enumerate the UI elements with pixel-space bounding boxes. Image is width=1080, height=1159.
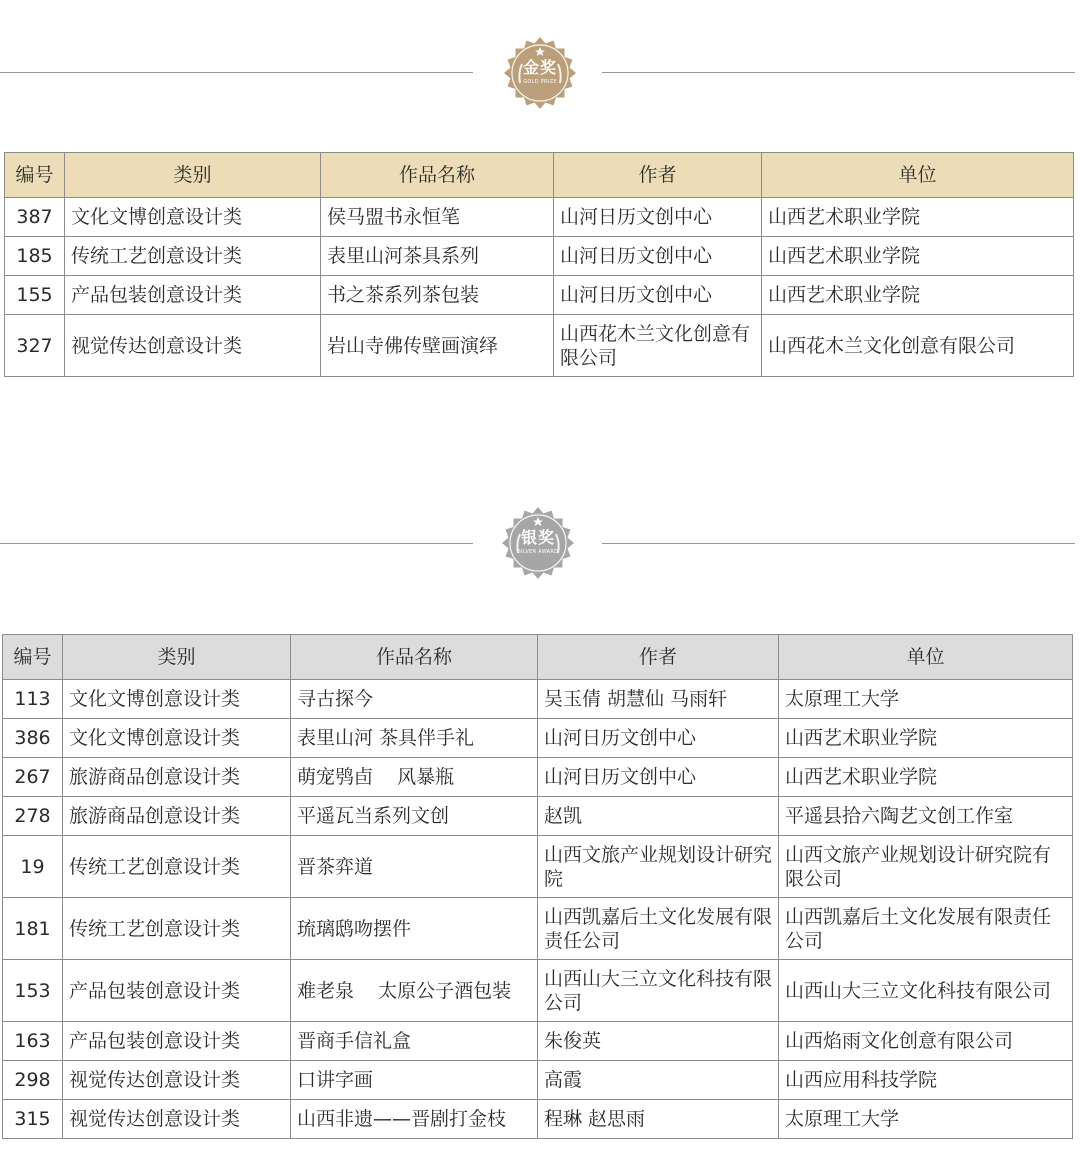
cell-category: 产品包装创意设计类 [65, 276, 321, 315]
gold-badge-title: 金奖 [522, 58, 557, 77]
table-row [3, 1100, 1073, 1139]
cell-organization: 山西文旅产业规划设计研究院有限公司 [779, 836, 1073, 898]
cell-category: 文化文博创意设计类 [65, 198, 321, 237]
cell-organization: 山西艺术职业学院 [762, 198, 1074, 237]
cell-work-title: 晋商手信礼盒 [291, 1022, 538, 1061]
cell-organization: 平遥县拾六陶艺文创工作室 [779, 797, 1073, 836]
cell-category: 文化文博创意设计类 [63, 719, 291, 758]
cell-category: 产品包装创意设计类 [63, 960, 291, 1022]
cell-category: 传统工艺创意设计类 [63, 836, 291, 898]
cell-organization: 山西艺术职业学院 [762, 237, 1074, 276]
cell-category: 旅游商品创意设计类 [63, 758, 291, 797]
cell-work-title: 琉璃鸱吻摆件 [291, 898, 538, 960]
cell-author: 山西山大三立文化科技有限公司 [538, 960, 779, 1022]
cell-work-title: 平遥瓦当系列文创 [291, 797, 538, 836]
cell-organization: 太原理工大学 [779, 680, 1073, 719]
table-row [3, 797, 1073, 836]
col-header-work-title: 作品名称 [291, 635, 538, 680]
cell-work-title: 山西非遗——晋剧打金枝 [291, 1100, 538, 1139]
cell-work-title: 萌宠鸮卣 风暴瓶 [291, 758, 538, 797]
cell-author: 山河日历文创中心 [554, 237, 762, 276]
table-row [3, 898, 1073, 960]
cell-organization: 山西焰雨文化创意有限公司 [779, 1022, 1073, 1061]
silver-divider-left [0, 543, 473, 544]
table-row [5, 276, 1074, 315]
cell-number: 155 [5, 276, 65, 315]
cell-number: 267 [3, 758, 63, 797]
cell-category: 文化文博创意设计类 [63, 680, 291, 719]
table-row [3, 836, 1073, 898]
silver-header-row [3, 635, 1073, 680]
cell-category: 视觉传达创意设计类 [63, 1100, 291, 1139]
cell-author: 山河日历文创中心 [538, 719, 779, 758]
cell-number: 181 [3, 898, 63, 960]
silver-award-table [2, 634, 1073, 1139]
cell-number: 278 [3, 797, 63, 836]
cell-organization: 山西应用科技学院 [779, 1061, 1073, 1100]
table-row [3, 1061, 1073, 1100]
cell-organization: 山西花木兰文化创意有限公司 [762, 315, 1074, 377]
cell-work-title: 岩山寺佛传壁画演绎 [321, 315, 554, 377]
gold-badge [495, 28, 585, 118]
cell-author: 山河日历文创中心 [554, 276, 762, 315]
table-row [3, 758, 1073, 797]
col-header-author: 作者 [554, 153, 762, 198]
cell-work-title: 表里山河 茶具伴手礼 [291, 719, 538, 758]
table-row [5, 198, 1074, 237]
gold-divider-right [602, 72, 1075, 73]
gold-header-row [5, 153, 1074, 198]
table-row [3, 960, 1073, 1022]
table-row [3, 680, 1073, 719]
cell-organization: 太原理工大学 [779, 1100, 1073, 1139]
cell-number: 315 [3, 1100, 63, 1139]
cell-organization: 山西艺术职业学院 [779, 719, 1073, 758]
cell-author: 山西凯嘉后土文化发展有限责任公司 [538, 898, 779, 960]
col-header-category: 类别 [63, 635, 291, 680]
cell-category: 旅游商品创意设计类 [63, 797, 291, 836]
table-row [3, 1022, 1073, 1061]
cell-number: 153 [3, 960, 63, 1022]
cell-author: 山西文旅产业规划设计研究院 [538, 836, 779, 898]
cell-organization: 山西艺术职业学院 [762, 276, 1074, 315]
cell-category: 传统工艺创意设计类 [65, 237, 321, 276]
cell-work-title: 寻古探今 [291, 680, 538, 719]
cell-number: 298 [3, 1061, 63, 1100]
cell-number: 113 [3, 680, 63, 719]
table-row [5, 315, 1074, 377]
cell-number: 19 [3, 836, 63, 898]
cell-number: 386 [3, 719, 63, 758]
cell-category: 产品包装创意设计类 [63, 1022, 291, 1061]
silver-badge-subtitle: SILVER AWARD [517, 549, 559, 555]
cell-work-title: 难老泉 太原公子酒包装 [291, 960, 538, 1022]
silver-badge-title: 银奖 [520, 528, 555, 547]
cell-number: 163 [3, 1022, 63, 1061]
gold-award-table [4, 152, 1074, 377]
col-header-category: 类别 [65, 153, 321, 198]
cell-number: 387 [5, 198, 65, 237]
col-header-work-title: 作品名称 [321, 153, 554, 198]
cell-organization: 山西凯嘉后土文化发展有限责任公司 [779, 898, 1073, 960]
silver-divider-right [602, 543, 1075, 544]
col-header-organization: 单位 [779, 635, 1073, 680]
cell-author: 山河日历文创中心 [554, 198, 762, 237]
cell-number: 327 [5, 315, 65, 377]
col-header-author: 作者 [538, 635, 779, 680]
silver-badge [493, 498, 583, 588]
col-header-organization: 单位 [762, 153, 1074, 198]
gold-badge-subtitle: GOLD PRIZE [523, 79, 557, 85]
col-header-number: 编号 [3, 635, 63, 680]
cell-author: 山河日历文创中心 [538, 758, 779, 797]
cell-work-title: 口讲字画 [291, 1061, 538, 1100]
col-header-number: 编号 [5, 153, 65, 198]
cell-work-title: 侯马盟书永恒笔 [321, 198, 554, 237]
cell-work-title: 晋茶弈道 [291, 836, 538, 898]
cell-work-title: 表里山河茶具系列 [321, 237, 554, 276]
gold-divider-left [0, 72, 473, 73]
cell-author: 山西花木兰文化创意有限公司 [554, 315, 762, 377]
cell-organization: 山西艺术职业学院 [779, 758, 1073, 797]
table-row [5, 237, 1074, 276]
cell-work-title: 书之茶系列茶包装 [321, 276, 554, 315]
cell-author: 高霞 [538, 1061, 779, 1100]
cell-category: 传统工艺创意设计类 [63, 898, 291, 960]
cell-author: 程琳 赵思雨 [538, 1100, 779, 1139]
cell-organization: 山西山大三立文化科技有限公司 [779, 960, 1073, 1022]
cell-author: 朱俊英 [538, 1022, 779, 1061]
cell-number: 185 [5, 237, 65, 276]
cell-author: 吴玉倩 胡慧仙 马雨轩 [538, 680, 779, 719]
cell-author: 赵凯 [538, 797, 779, 836]
cell-category: 视觉传达创意设计类 [63, 1061, 291, 1100]
cell-category: 视觉传达创意设计类 [65, 315, 321, 377]
table-row [3, 719, 1073, 758]
